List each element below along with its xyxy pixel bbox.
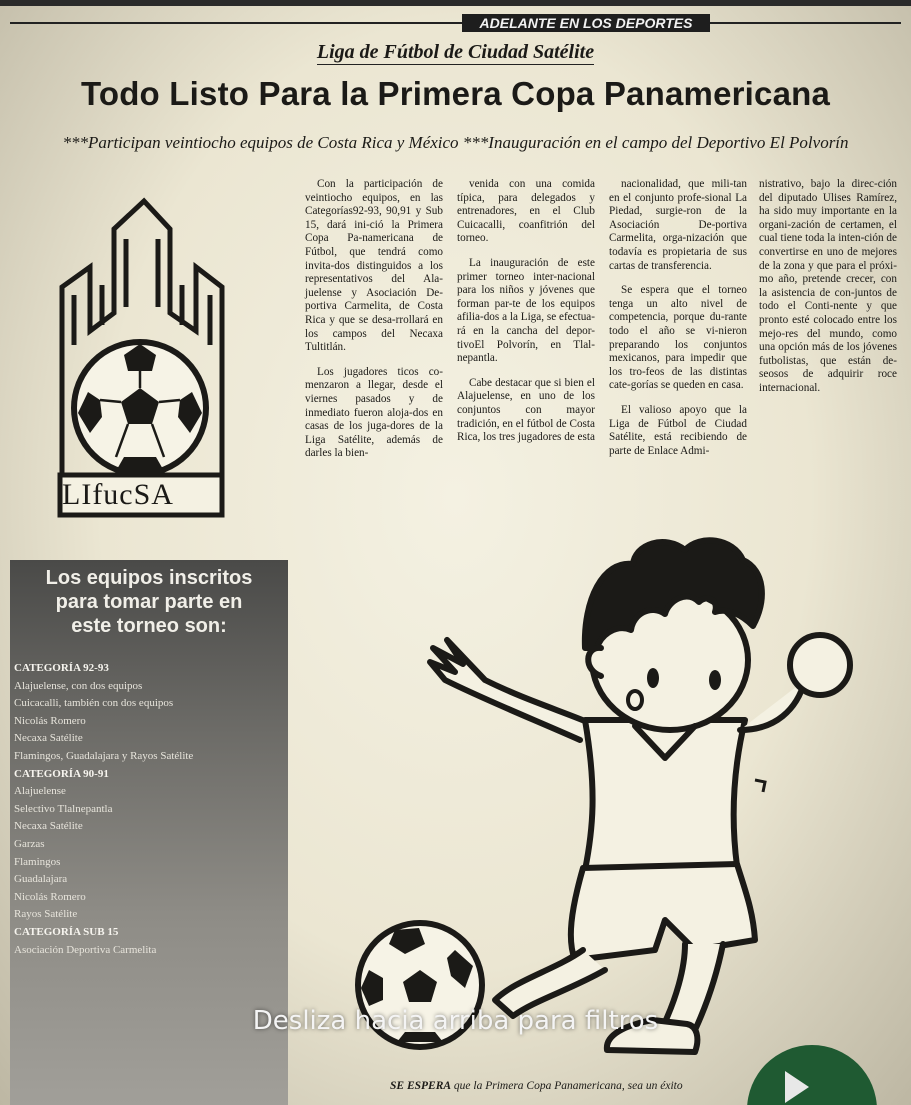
teams-title-line: este torneo son:: [71, 615, 227, 637]
subheadline: ***Participan veintiocho equipos de Costa Rica y México ***Inauguración en el campo del Deportivo El Polvorín: [62, 133, 849, 152]
paragraph: nacionalidad, que mili-tan en el conjunto profe-sional La Piedad, surgie-ron de la Asociación De-portiva Carmelita, orga-nización que todavía es propietaria de sus cartas de transferencia.: [609, 178, 747, 272]
logo-text: LIfucSA: [62, 478, 174, 511]
play-icon: [785, 1071, 809, 1103]
teams-list-item: Nicolás Romero: [14, 890, 86, 903]
section-rule: [10, 22, 901, 24]
teams-list-item: Selectivo Tlalnepantla: [14, 802, 113, 815]
article-column-4: [759, 178, 897, 407]
caption-lead: SE ESPERA: [390, 1080, 452, 1092]
teams-list-item: Nicolás Romero: [14, 714, 86, 727]
league-title-text: Liga de Fútbol de Ciudad Satélite: [316, 41, 595, 63]
teams-list-item: Flamingos: [14, 855, 61, 868]
teams-list: [14, 660, 284, 959]
teams-category-heading: CATEGORÍA 92-93: [14, 662, 109, 674]
top-border: [0, 0, 911, 6]
league-title: [0, 41, 911, 64]
teams-box-title: [10, 566, 288, 638]
paragraph: nistrativo, bajo la direc-ción del diputado Ulises Ramírez, ha sido muy importante en la organi-zación de certamen, el cual tiene toda la inten-ción de convertirse en uno de mejores de la zona y que para el próxi-mo año, pretende crecer, con la asistencia de con-juntos de todo el Conti-nente y que pronto esté colocado entre los mejo-res del mundo, como una opción más de los jóvenes futbolistas, que están de-seosos de adquirir roce internacional.: [759, 178, 897, 394]
teams-list-item: Alajuelense, con dos equipos: [14, 679, 143, 692]
teams-title-line: Los equipos inscritos: [45, 567, 253, 589]
paragraph: Se espera que el torneo tenga un alto nivel de competencia, porque du-rante todo el año se vi-nieron preparando los conjuntos mexicanos, para impedir que los tro-feos de las distintas cate-gorías se queden en casa.: [609, 284, 747, 392]
photo-caption: [390, 1080, 683, 1092]
teams-list-item: Alajuelense: [14, 785, 66, 798]
teams-list-item: Guadalajara: [14, 873, 68, 886]
teams-category-heading: CATEGORÍA SUB 15: [14, 925, 119, 938]
teams-title-line: para tomar parte en: [55, 591, 243, 613]
paragraph: El valioso apoyo que la Liga de Fútbol de Ciudad Satélite, está recibiendo de parte de Enlace Admi-: [609, 403, 747, 457]
section-tag: ADELANTE EN LOS DEPORTES: [462, 14, 710, 32]
caption-rest: que la Primera Copa Panamericana, sea un éxito: [451, 1080, 683, 1092]
article-column-3: [609, 178, 747, 469]
paragraph: Cabe destacar que si bien el Alajuelense, en uno de los conjuntos con mayor tradición, en el fútbol de Costa Rica, los tres jugadores de esta: [457, 376, 595, 444]
teams-category-heading: CATEGORÍA 90-91: [14, 767, 109, 780]
paragraph: venida con una comida típica, para delegados y entrenadores, en el Club Cuicacalli, coanfitrión del torneo.: [457, 178, 595, 245]
headline: Todo Listo Para la Primera Copa Panamericana: [80, 75, 831, 112]
paragraph: Con la participación de veintiocho equipos, en las Categorías92-93, 90,91 y Sub 15, dará ini-ció la Primera Copa Pa-namericana de Fútbol, que tendrá como invita-dos distinguidos a los representativos del Ala-juelense y Asociación De-portiva Carmelita, de Costa Rica y que se desa-rrollará en los campos del Necaxa Tultitlán.: [305, 178, 443, 354]
swipe-up-hint[interactable]: Desliza hacia arriba para filtros: [252, 1006, 659, 1036]
cartoon-boy-kicking-ball-image: [335, 530, 855, 1065]
teams-list-item: Cuicacalli, también con dos equipos: [14, 697, 174, 710]
teams-list-item: Garzas: [14, 837, 45, 850]
paragraph: La inauguración de este primer torneo inter-nacional para los niños y jóvenes que forman par-te de los equipos afilia-dos a la Liga, se efectua-rá en la cancha del depor-tivoEl Polvorín, en Tlal-nepantla.: [457, 256, 595, 365]
teams-list-item: Asociación Deportiva Carmelita: [14, 943, 157, 956]
paragraph: Los jugadores ticos co-menzaron a llegar, desde el viernes pasados y de inmediato fueron aloja-dos en casas de los juga-dores de la Liga Satélite, además de darles la bien-: [305, 365, 443, 460]
teams-list-item: Flamingos, Guadalajara y Rayos Satélite: [14, 749, 194, 762]
teams-list-item: Rayos Satélite: [14, 908, 78, 921]
article-column-2: [457, 178, 595, 456]
teams-list-item: Necaxa Satélite: [14, 732, 83, 745]
league-logo-image: [52, 195, 228, 520]
article-column-1: [305, 178, 443, 472]
teams-list-item: Necaxa Satélite: [14, 820, 83, 833]
